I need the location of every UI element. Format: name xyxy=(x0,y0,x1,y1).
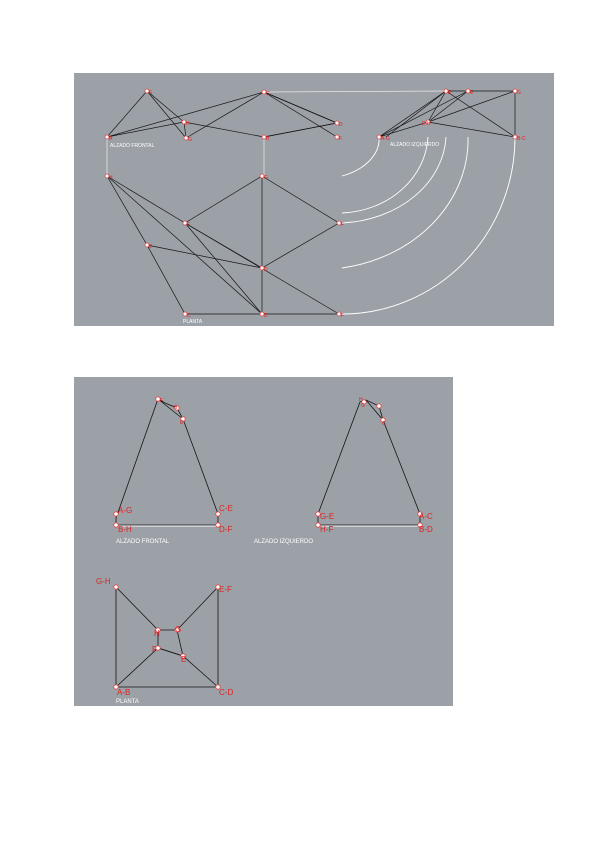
point-label: F xyxy=(160,398,164,404)
point-label: E xyxy=(448,90,452,96)
point-label: B xyxy=(174,405,178,411)
point-label: G xyxy=(517,90,521,96)
side-view-lines xyxy=(318,400,420,525)
point-label: G-H xyxy=(96,577,111,586)
caption-planta: PLANTA xyxy=(183,319,203,325)
point-label: B-C xyxy=(517,136,526,142)
point-label: A-G xyxy=(118,506,133,515)
point-label: A-B xyxy=(117,688,131,697)
point-label: G xyxy=(264,175,268,181)
point-label: F xyxy=(339,136,343,142)
point-label: A-G xyxy=(381,136,390,142)
point-label: F xyxy=(341,313,345,319)
views-drawing xyxy=(74,377,453,706)
point-label: D xyxy=(339,122,343,128)
point-label: B-H xyxy=(118,525,132,534)
point-label: H xyxy=(109,175,113,181)
point-label: H xyxy=(359,397,363,403)
side-view-points xyxy=(316,400,422,527)
plan-lines xyxy=(107,176,339,314)
point-label: D xyxy=(264,267,268,273)
point-label: A xyxy=(109,136,113,142)
views-panel xyxy=(74,377,453,706)
point-label: H-F xyxy=(320,525,334,534)
point-label: D xyxy=(264,313,268,319)
plan-view-labels xyxy=(96,577,233,697)
point-label: C xyxy=(266,91,270,97)
point-label: C xyxy=(187,313,191,319)
construction-points xyxy=(105,89,517,316)
caption-alzado-frontal: ALZADO FRONTAL xyxy=(110,143,155,149)
point-label: F xyxy=(152,645,157,654)
plan-view-lines xyxy=(116,587,218,687)
point-label: B xyxy=(266,136,270,142)
reference-line xyxy=(264,91,446,92)
caption-alzado-frontal: ALZADO FRONTAL xyxy=(116,539,170,545)
side-view-labels xyxy=(320,397,433,534)
rotation-arcs xyxy=(342,137,515,314)
point-label: E xyxy=(470,90,474,96)
point-label: C-E xyxy=(219,504,233,513)
point-label: E xyxy=(180,420,184,426)
point-label: C xyxy=(382,421,386,427)
point-label: C-D xyxy=(219,688,234,697)
caption-alzado-izquierdo: ALZADO IZQUIERDO xyxy=(390,142,440,148)
point-label: H xyxy=(186,121,190,127)
point-label: F xyxy=(187,222,191,228)
point-label: H xyxy=(154,629,160,638)
caption-planta: PLANTA xyxy=(116,699,139,705)
point-label: G xyxy=(361,403,365,409)
point-label: D-F xyxy=(219,525,233,534)
point-label: E-F xyxy=(219,585,232,594)
point-label: G xyxy=(188,137,192,143)
point-label: A-C xyxy=(419,512,433,521)
side-elevation-lines xyxy=(379,91,515,137)
point-label: E-H xyxy=(422,121,431,127)
point-label: G xyxy=(175,625,182,634)
point-label: E xyxy=(149,244,153,250)
construction-drawing xyxy=(74,73,554,326)
front-elevation-lines xyxy=(107,91,337,138)
point-label: G-E xyxy=(320,512,335,521)
point-label: F xyxy=(341,222,345,228)
caption-alzado-izquierdo: ALZADO IZQUIERDO xyxy=(254,539,314,545)
plan-view-points xyxy=(114,585,220,689)
point-label: B-D xyxy=(419,525,433,534)
point-label: E xyxy=(149,90,153,96)
projection-construction-panel xyxy=(74,73,554,326)
point-label: E xyxy=(181,655,187,664)
